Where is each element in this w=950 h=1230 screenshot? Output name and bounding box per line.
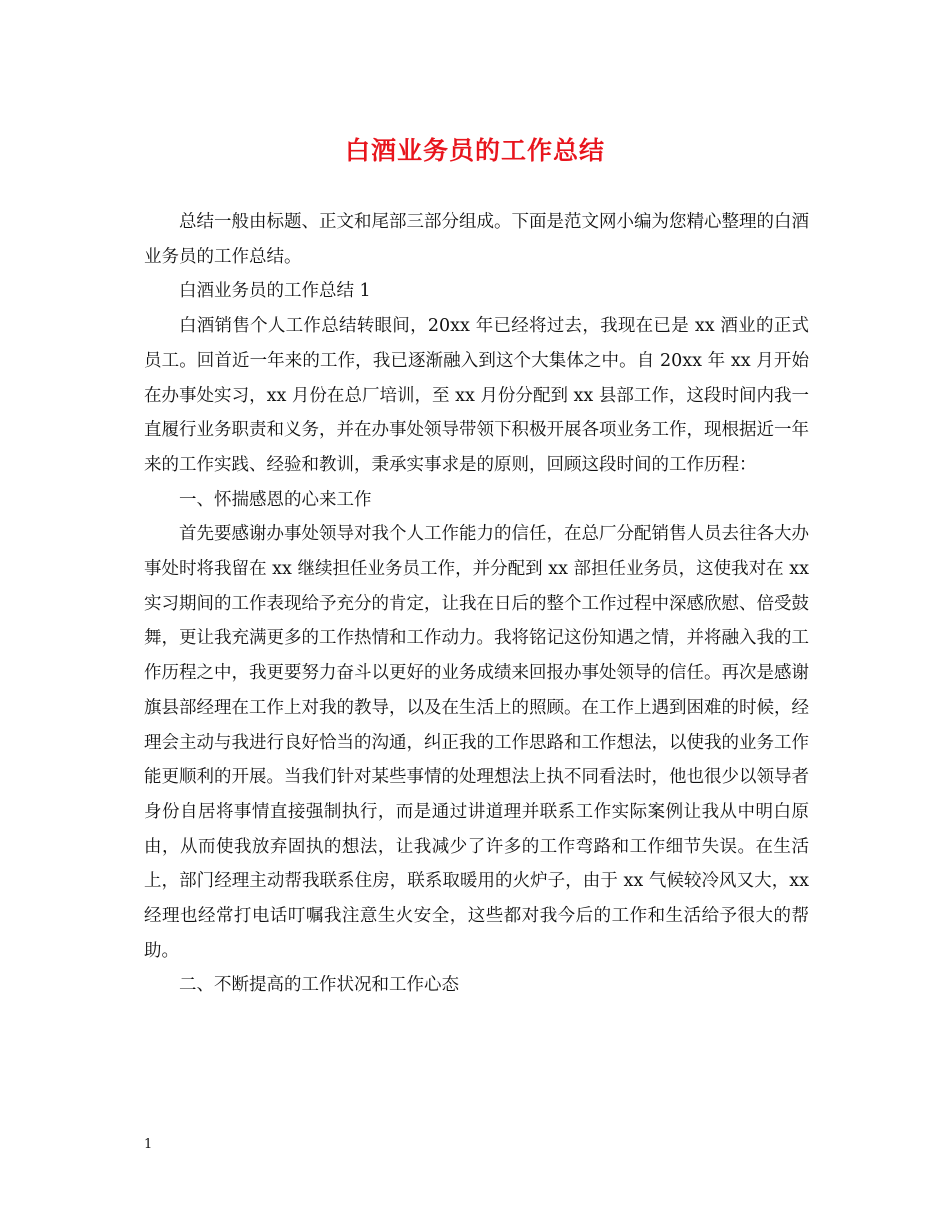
- intro-paragraph: 总结一般由标题、正文和尾部三部分组成。下面是范文网小编为您精心整理的白酒业务员的工作总结。: [144, 212, 809, 267]
- section-heading: 白酒业务员的工作总结 1: [179, 281, 371, 302]
- document-body: [144, 205, 809, 1003]
- page-number: 1: [144, 1137, 153, 1152]
- body-paragraph: 白酒销售个人工作总结转眼间，20xx 年已经将过去，我现在已是 xx 酒业的正式员工。回首近一年来的工作，我已逐渐融入到这个大集体之中。自 20xx 年 xx 月开始在办事处实习，xx 月份在总厂培训，至 xx 月份分配到 xx 县部工作，这段时间内我一直履行业务职责和义务，并在办事处领导带领下积极开展各项业务工作，现根据近一年来的工作实践、经验和教训，秉承实事求是的原则，回顾这段时间的工作历程：: [144, 316, 809, 475]
- subsection-heading: 一、怀揣感恩的心来工作: [179, 489, 372, 510]
- body-paragraph: 首先要感谢办事处领导对我个人工作能力的信任，在总厂分配销售人员去往各大办事处时将我留在 xx 继续担任业务员工作，并分配到 xx 部担任业务员，这使我对在 xx 实习期间的工作表现给予充分的肯定，让我在日后的整个工作过程中深感欣慰、倍受鼓舞，更让我充满更多的工作热情和工作动力。我将铭记这份知遇之情，并将融入我的工作历程之中，我更要努力奋斗以更好的业务成绩来回报办事处领导的信任。再次是感谢旗县部经理在工作上对我的教导，以及在生活上的照顾。在工作上遇到困难的时候，经理会主动与我进行良好恰当的沟通，纠正我的工作思路和工作想法，以使我的业务工作能更顺利的开展。当我们针对某些事情的处理想法上执不同看法时，他也很少以领导者身份自居将事情直接强制执行，而是通过讲道理并联系工作实际案例让我从中明白原由，从而使我放弃固执的想法，让我减少了许多的工作弯路和工作细节失误。在生活上，部门经理主动帮我联系住房，联系取暖用的火炉子，由于 xx 气候较冷风又大，xx 经理也经常打电话叮嘱我注意生火安全，这些都对我今后的工作和生活给予很大的帮助。: [144, 524, 809, 961]
- subsection-heading: 二、不断提高的工作状况和工作心态: [179, 975, 459, 996]
- document-title: 白酒业务员的工作总结: [344, 136, 605, 165]
